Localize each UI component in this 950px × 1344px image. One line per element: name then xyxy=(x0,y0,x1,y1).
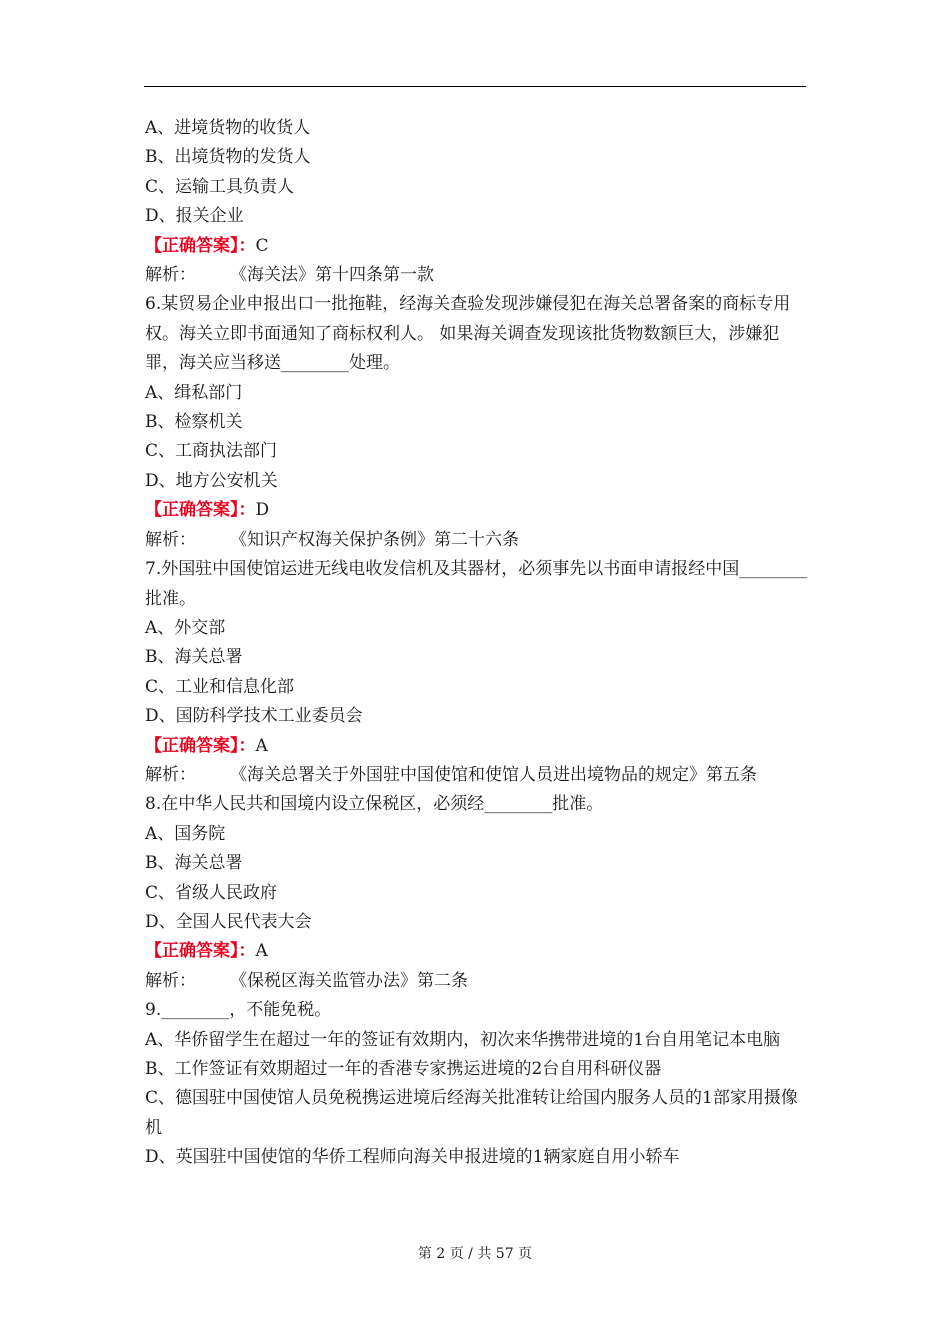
question-text: 7.外国驻中国使馆运进无线电收发信机及其器材，必须事先以书面申请报经中国________批准。 xyxy=(145,559,808,609)
analysis-line xyxy=(145,967,810,996)
answer-label: 【正确答案】： xyxy=(145,735,256,756)
analysis-text: 《海关总署关于外国驻中国使馆和使馆人员进出境物品的规定》第五条 xyxy=(230,764,757,785)
option: B、出境货物的发货人 xyxy=(145,147,311,168)
header-rule xyxy=(144,86,806,87)
analysis-line xyxy=(145,261,810,290)
answer-label: 【正确答案】： xyxy=(145,941,256,962)
analysis-text: 《海关法》第十四条第一款 xyxy=(230,265,434,286)
question-text: 9.________，不能免税。 xyxy=(145,1000,332,1021)
option: A、进境货物的收货人 xyxy=(145,118,311,138)
question-text: 6.某贸易企业申报出口一批拖鞋，经海关查验发现涉嫌侵犯在海关总署备案的商标专用权。海关立即书面通知了商标权利人。 如果海关调查发现该批货物数额巨大，涉嫌犯罪，海关应当移送________处理。 xyxy=(145,294,791,374)
page-content xyxy=(145,114,810,1173)
analysis-label: 解析： xyxy=(145,764,196,785)
option: B、工作签证有效期超过一年的香港专家携运进境的2台自用科研仪器 xyxy=(145,1059,662,1079)
option: D、全国人民代表大会 xyxy=(145,911,312,932)
option: C、省级人民政府 xyxy=(145,882,278,903)
page-footer: 第 2 页 / 共 57 页 xyxy=(417,1246,533,1262)
option: C、德国驻中国使馆人员免税携运进境后经海关批准转让给国内服务人员的1部家用摄像机 xyxy=(145,1088,798,1138)
answer-label: 【正确答案】： xyxy=(145,235,256,256)
answer-line xyxy=(145,732,810,761)
option: B、海关总署 xyxy=(145,647,243,668)
option: B、检察机关 xyxy=(145,412,243,433)
option: B、海关总署 xyxy=(145,853,243,874)
option: A、国务院 xyxy=(145,823,226,844)
option: A、外交部 xyxy=(145,617,226,638)
answer-label: 【正确答案】： xyxy=(145,500,256,521)
option: A、缉私部门 xyxy=(145,382,243,403)
analysis-line xyxy=(145,526,810,555)
option: D、国防科学技术工业委员会 xyxy=(145,706,363,727)
answer-line xyxy=(145,232,810,261)
answer-value: A xyxy=(255,941,268,962)
analysis-label: 解析： xyxy=(145,529,196,550)
analysis-text: 《知识产权海关保护条例》第二十六条 xyxy=(230,529,519,550)
analysis-label: 解析： xyxy=(145,970,196,991)
option: D、地方公安机关 xyxy=(145,470,278,491)
analysis-label: 解析： xyxy=(145,265,196,286)
option: C、工商执法部门 xyxy=(145,441,278,462)
answer-value: C xyxy=(255,235,269,256)
answer-line xyxy=(145,937,810,966)
option: D、报关企业 xyxy=(145,206,244,227)
option: C、工业和信息化部 xyxy=(145,676,295,697)
option: D、英国驻中国使馆的华侨工程师向海关申报进境的1辆家庭自用小轿车 xyxy=(145,1147,680,1168)
analysis-line xyxy=(145,761,810,790)
option: A、华侨留学生在超过一年的签证有效期内，初次来华携带进境的1台自用笔记本电脑 xyxy=(145,1029,781,1050)
answer-value: D xyxy=(255,500,270,521)
analysis-text: 《保税区海关监管办法》第二条 xyxy=(230,970,468,991)
answer-value: A xyxy=(255,735,268,756)
answer-line xyxy=(145,496,810,525)
option: C、运输工具负责人 xyxy=(145,176,295,197)
question-text: 8.在中华人民共和国境内设立保税区，必须经________批准。 xyxy=(145,794,604,815)
